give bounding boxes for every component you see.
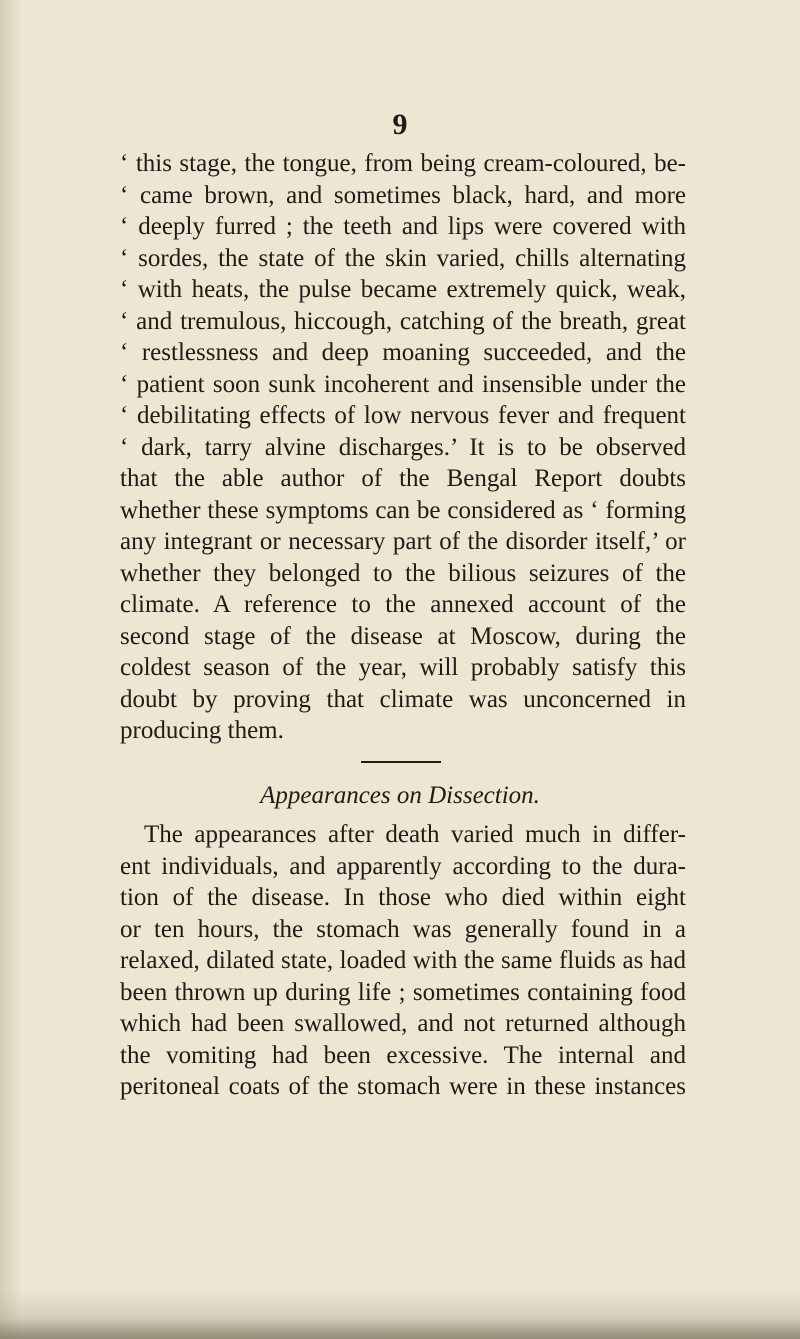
text-line: ‘ and tremulous, hiccough, catching of the breath, great: [120, 307, 686, 335]
text-line: whether they belonged to the bilious seizures of the: [120, 559, 686, 587]
text-line: ‘ with heats, the pulse became extremely quick, weak,: [120, 276, 686, 303]
text-line: ‘ patient soon sunk incoherent and insensible under the: [120, 370, 686, 398]
text-line: The appearances after death varied much in differ-: [144, 821, 686, 848]
text-line: or ten hours, the stomach was generally found in a: [120, 915, 686, 943]
text-line: climate. A reference to the annexed account of the: [120, 591, 686, 618]
text-line: tion of the disease. In those who died within eight: [120, 884, 686, 911]
text-line: ‘ came brown, and sometimes black, hard, and more: [120, 181, 686, 209]
page-number: 9: [392, 108, 408, 141]
text-line: been thrown up during life ; sometimes containing food: [120, 978, 686, 1006]
text-line: whether these symptoms can be considered as ‘ forming: [120, 496, 686, 524]
section-heading: Appearances on Dissection.: [260, 782, 540, 809]
text-line: ‘ deeply furred ; the teeth and lips were covered with: [120, 213, 686, 240]
text-line: second stage of the disease at Moscow, during the: [120, 622, 686, 650]
text-line: that the able author of the Bengal Report doubts: [120, 465, 686, 492]
text-line: ent individuals, and apparently according to the dura-: [120, 852, 686, 880]
page-edge-shadow: [0, 1318, 800, 1339]
text-line: which had been swallowed, and not returned although: [120, 1010, 686, 1037]
text-line: ‘ this stage, the tongue, from being cream-coloured, be-: [120, 150, 686, 177]
paragraph-dissection: [120, 819, 686, 1103]
text-line: peritoneal coats of the stomach were in these instances: [120, 1073, 686, 1100]
text-line: ‘ sordes, the state of the skin varied, chills alternating: [120, 244, 686, 272]
text-line: ‘ restlessness and deep moaning succeeded, and the: [120, 339, 686, 366]
text-line: ‘ debilitating effects of low nervous fever and frequent: [120, 402, 686, 429]
text-line: any integrant or necessary part of the disorder itself,’ or: [120, 528, 686, 555]
section-divider: [361, 761, 441, 763]
text-line: relaxed, dilated state, loaded with the same fluids as had: [120, 947, 686, 974]
text-line: coldest season of the year, will probably satisfy this: [120, 654, 686, 681]
text-line: doubt by proving that climate was unconcerned in: [120, 685, 686, 713]
text-line: the vomiting had been excessive. The internal and: [120, 1041, 686, 1069]
text-line: producing them.: [120, 717, 284, 744]
paragraph-symptoms: [120, 148, 686, 747]
text-line: ‘ dark, tarry alvine discharges.’ It is to be observed: [120, 433, 686, 461]
